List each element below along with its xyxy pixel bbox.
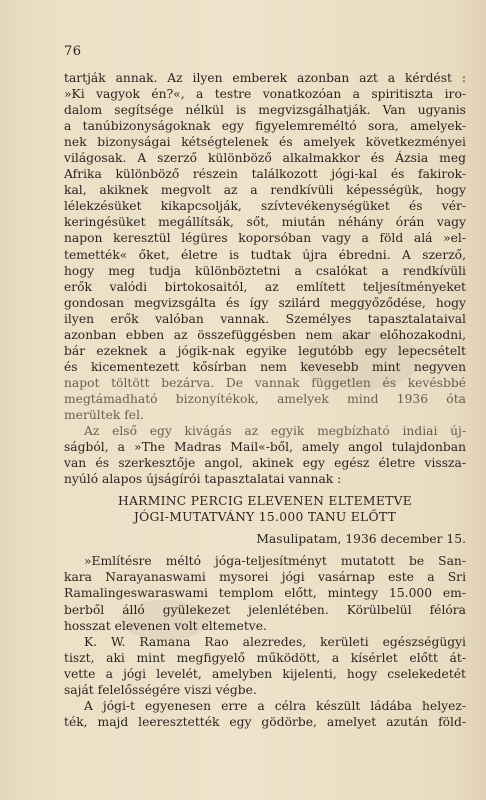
page-number: 76 [64, 44, 82, 59]
text-line: hosszat elevenen volt eltemetve. [64, 618, 267, 633]
text-line: vette a jógi levelét, amelyben kijelenti, hogy cselekedetét [64, 666, 466, 681]
text-line: merültek fel. [64, 407, 144, 422]
body-text [64, 70, 466, 730]
text-line: megtámadható bizonyítékok, amelyek mind 1936 óta [64, 391, 466, 406]
text-line: napon keresztül légüres koporsóban vagy a föld alá »el- [64, 231, 466, 246]
text-line: hogy meg tudja különböztetni a csalókat a rendkívüli [64, 263, 466, 278]
text-line: bár ezeknek a jógik-nak egyike legutóbb egy lepecsételt [64, 343, 466, 358]
text-line: Ramalingeswaraswami templom előtt, mintegy 15.000 em- [64, 586, 466, 601]
paragraph-4 [64, 634, 466, 698]
text-line: és kicementezett kősírban nem kevesebb mint negyven [64, 359, 466, 374]
text-line: ték, majd leeresztették egy gödörbe, amelyet azután föld- [64, 714, 466, 729]
text-line: ságból, a »The Madras Mail«-ből, amely angol tulajdonban [64, 440, 466, 455]
text-line: azonban ebben az összefüggésben nem akar előhozakodni, [64, 327, 466, 342]
text-line: gondosan megvizsgálta és így szilárd meggyőződése, hogy [64, 295, 466, 310]
text-line: nyúló alapos újságírói tapasztalatai vannak : [64, 472, 342, 487]
text-line: K. W. Ramana Rao alezredes, kerületi egészségügyi [84, 634, 466, 649]
text-line: világosak. A szerző különböző alkalmakkor és Ázsia meg [64, 151, 466, 166]
headline-line: JÓGI-MUTATVÁNY 15.000 TANU ELŐTT [133, 510, 397, 525]
text-line: tartják annak. Az ilyen emberek azonban azt a kérdést : [64, 71, 466, 85]
dateline: Masulipatam, 1936 december 15. [256, 532, 466, 547]
text-line: lélekzésüket kikapcsolják, szívtevékenységüket és vér- [64, 199, 466, 214]
text-line: saját felelősségére viszi végbe. [64, 682, 257, 697]
text-line: nek bizonyságai kétségtelenek és amelyek következményei [64, 135, 466, 150]
paragraph-2 [64, 423, 466, 487]
text-line: dalom segítsége nélkül is megvizsgálhatják. Van ugyanis [64, 103, 466, 118]
text-line: ilyen erők valóban vannak. Személyes tapasztalataival [64, 311, 466, 326]
text-line: kara Narayanaswami mysorei jógi vasárnap este a Sri [64, 570, 466, 585]
text-line: tiszt, aki mint megfigyelő működött, a kísérlet előtt át- [64, 650, 466, 665]
text-line: »Említésre méltó jóga-teljesítményt mutatott be San- [84, 554, 466, 569]
text-line: Az első egy kivágás az egyik megbízható indiai új- [84, 424, 466, 439]
text-line: kal, akiknek megvolt az a rendkívüli képességük, hogy [64, 183, 466, 198]
text-line: berből álló gyülekezet jelenlétében. Körülbelül félóra [64, 602, 466, 617]
text-line: van és szerkesztője angol, akinek egy egész életre vissza- [64, 456, 466, 471]
text-line: A jógi-t egyenesen erre a célra készült ládába helyez- [84, 698, 466, 713]
text-line: napot töltött bezárva. De vannak független és kevésbbé [64, 375, 466, 390]
paragraph-3 [64, 553, 466, 633]
paragraph-5 [64, 698, 466, 730]
headline-line: HARMINC PERCIG ELEVENEN ELTEMETVE [117, 494, 413, 509]
text-line: temették« őket, életre is tudtak újra ébredni. A szerző, [64, 247, 466, 262]
text-line: erők valódi birtokosaitól, az említett teljesítményeket [64, 279, 466, 294]
text-line: »Ki vagyok én?«, a testre vonatkozóan a spiritiszta iro- [64, 87, 466, 102]
news-headline [64, 493, 466, 525]
text-line: a tanúbizonyságoknak egy figyelemreméltó sora, amelyek- [64, 119, 466, 134]
paragraph-1 [64, 70, 466, 423]
text-line: Afrika különböző részein találkozott jógi-kal és fakirok- [64, 167, 466, 182]
text-line: keringésüket megállítsák, sőt, miután néhány órán vagy [64, 215, 466, 230]
